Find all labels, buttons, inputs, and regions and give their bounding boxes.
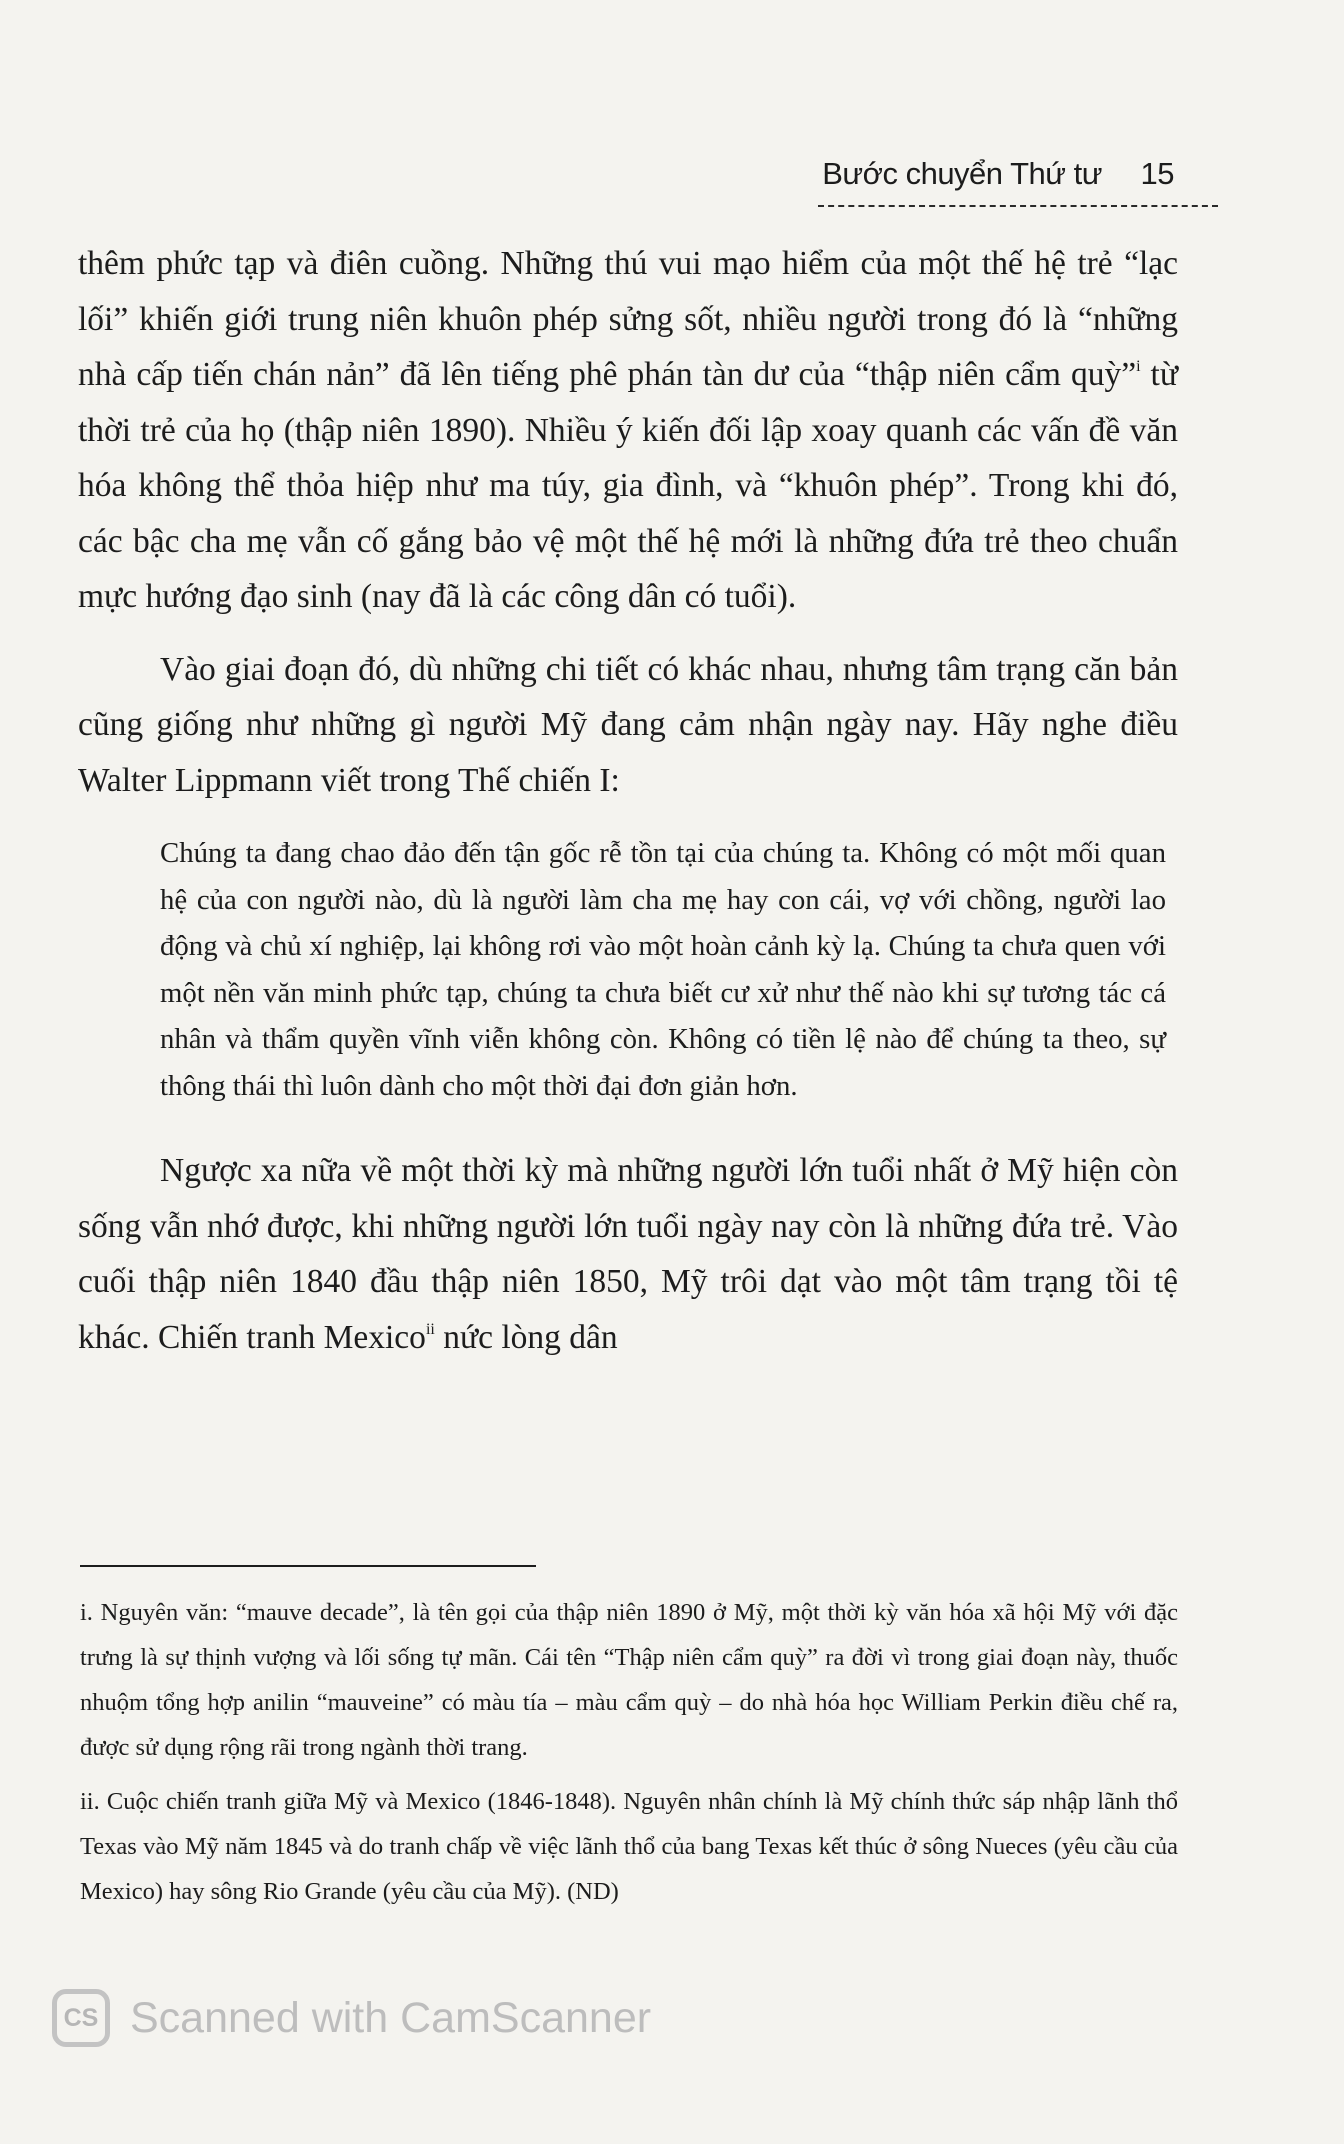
section-title: Bước chuyển Thứ tư: [822, 156, 1102, 191]
footnote-ref-ii: ii: [425, 1320, 435, 1338]
paragraph-1: [78, 236, 1178, 625]
paragraph-3: [78, 1143, 1178, 1365]
running-header: [822, 156, 1222, 208]
paragraph-1-text: thêm phức tạp và điên cuồng. Những thú vui mạo hiểm của một thế hệ trẻ “lạc lối” khiến giới trung niên khuôn phép sửng sốt, nhiều người trong đó là “những nhà cấp tiến chán nản” đã lên tiếng phê phán tàn dư của “thập niên cẩm quỳ”: [78, 245, 1178, 393]
watermark-text: Scanned with CamScanner: [130, 1994, 652, 2042]
header-dashed-rule: [818, 205, 1218, 207]
body-text: [78, 236, 1178, 1365]
camscanner-logo-icon: CS: [52, 1989, 110, 2047]
paragraph-3-continued: nức lòng dân: [434, 1318, 618, 1356]
footnote-separator: [80, 1565, 536, 1567]
page-number: 15: [1140, 156, 1174, 191]
footnote-ref-i: i: [1136, 358, 1141, 375]
paragraph-2: Vào giai đoạn đó, dù những chi tiết có khác nhau, nhưng tâm trạng căn bản cũng giống như những gì người Mỹ đang cảm nhận ngày nay. Hãy nghe điều Walter Lippmann viết trong Thế chiến I:: [78, 650, 1178, 799]
block-quote: Chúng ta đang chao đảo đến tận gốc rễ tồn tại của chúng ta. Không có một mối quan hệ của con người nào, dù là người làm cha mẹ hay con cái, vợ với chồng, người lao động và chủ xí nghiệp, lại không rơi vào một hoàn cảnh kỳ lạ. Chúng ta chưa quen với một nền văn minh phức tạp, chúng ta chưa biết cư xử như thế nào khi sự tương tác cá nhân và thẩm quyền vĩnh viễn không còn. Không có tiền lệ nào để chúng ta theo, sự thông thái thì luôn dành cho một thời đại đơn giản hơn.: [160, 837, 1166, 1102]
paragraph-3-text: Ngược xa nữa về một thời kỳ mà những người lớn tuổi nhất ở Mỹ hiện còn sống vẫn nhớ được, khi những người lớn tuổi ngày nay còn là những đứa trẻ. Vào cuối thập niên 1840 đầu thập niên 1850, Mỹ trôi dạt vào một tâm trạng tồi tệ khác. Chiến tranh Mexico: [78, 1152, 1178, 1356]
footnote-2: ii. Cuộc chiến tranh giữa Mỹ và Mexico (1846-1848). Nguyên nhân chính là Mỹ chính thức sáp nhập lãnh thổ Texas vào Mỹ năm 1845 và do tranh chấp về việc lãnh thổ của bang Texas kết thúc ở sông Nueces (yêu cầu của Mexico) hay sông Rio Grande (yêu cầu của Mỹ). (ND): [80, 1788, 1178, 1905]
paragraph-1-continued: từ thời trẻ của họ (thập niên 1890). Nhiều ý kiến đối lập xoay quanh các vấn đề văn hóa không thể thỏa hiệp như ma túy, gia đình, và “khuôn phép”. Trong khi đó, các bậc cha mẹ vẫn cố gắng bảo vệ một thế hệ mới là những đứa trẻ theo chuẩn mực hướng đạo sinh (nay đã là các công dân có tuổi).: [78, 356, 1178, 615]
footnotes: [80, 1590, 1178, 1914]
footnote-1: i. Nguyên văn: “mauve decade”, là tên gọi của thập niên 1890 ở Mỹ, một thời kỳ văn hóa xã hội Mỹ với đặc trưng là sự thịnh vượng và lối sống tự mãn. Cái tên “Thập niên cẩm quỳ” ra đời vì trong giai đoạn này, thuốc nhuộm tổng hợp anilin “mauveine” có màu tía – màu cẩm quỳ – do nhà hóa học William Perkin điều chế ra, được sử dụng rộng rãi trong ngành thời trang.: [80, 1599, 1178, 1761]
